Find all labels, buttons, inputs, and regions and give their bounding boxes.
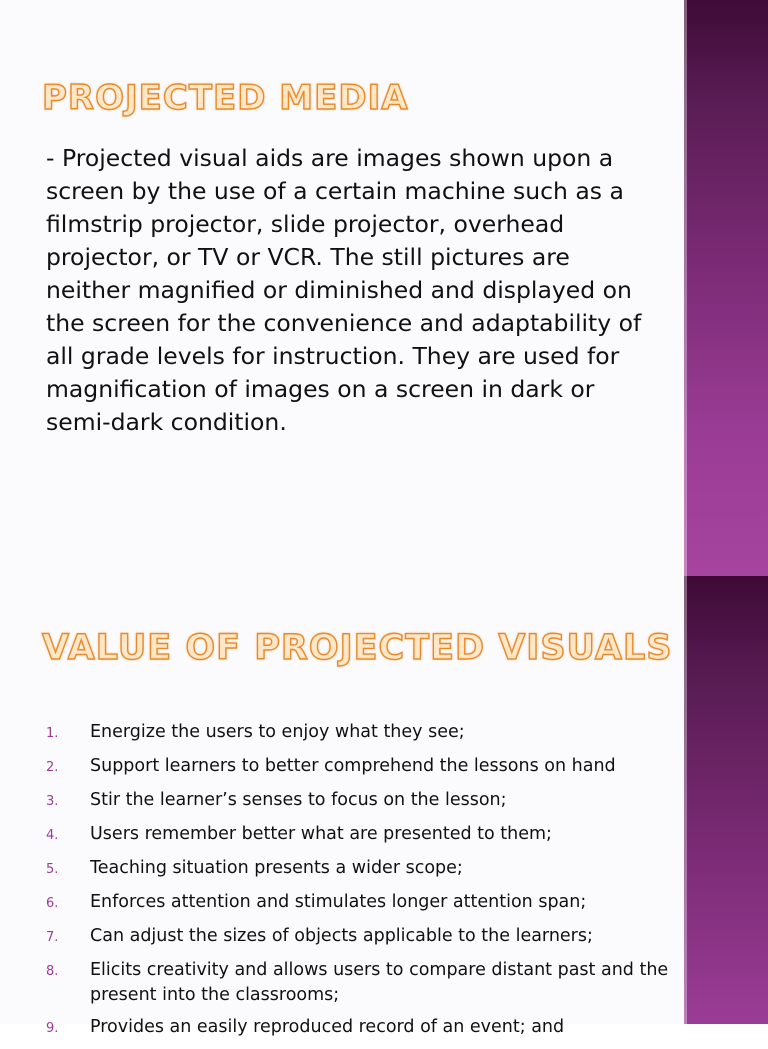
list-item-text: Provides an easily reproduced record of an event; and (90, 1016, 565, 1037)
list-item-number: 6. (46, 896, 59, 911)
list-item (0, 788, 740, 815)
list-item (0, 856, 740, 883)
slide-title: VALUE OF PROJECTED VISUALS (42, 628, 673, 668)
list-item (0, 754, 740, 781)
list-item-number: 5. (46, 862, 59, 877)
list-item-text: Energize the users to enjoy what they see; (90, 722, 465, 742)
value-list (0, 720, 740, 1049)
list-item-text: Users remember better what are presented to them; (90, 824, 552, 844)
list-item-number: 8. (46, 964, 59, 979)
slide-body-text: - Projected visual aids are images shown upon a screen by the use of a certain machine such as a filmstrip projector, slide projector, overhead projector, or TV or VCR. The still pictures are neither magnified or diminished and displayed on the screen for the convenience and adaptability of all grade levels for instruction. They are used for magnification of images on a screen in dark or semi-dark condition. (46, 144, 642, 436)
list-item-text: Enforces attention and stimulates longer attention span; (90, 892, 587, 912)
list-item-number: 9. (46, 1020, 59, 1036)
list-item (0, 890, 740, 917)
list-item (0, 720, 740, 747)
slide-side-bar (684, 0, 768, 576)
list-item-number: 4. (46, 828, 59, 843)
list-item-number: 7. (46, 930, 59, 945)
list-item-text: Support learners to better comprehend the lessons on hand (90, 756, 616, 776)
list-item (0, 958, 740, 1007)
slide-title: PROJECTED MEDIA (42, 78, 409, 118)
list-item-text: Elicits creativity and allows users to compare distant past and the present into the classrooms; (90, 960, 669, 1005)
list-item-text: Stir the learner’s senses to focus on the lesson; (90, 790, 507, 810)
list-item-number: 2. (46, 760, 59, 775)
slide-value-of-projected-visuals (0, 576, 768, 1037)
list-item-number: 1. (46, 726, 59, 741)
list-item (0, 822, 740, 849)
list-item-text: Teaching situation presents a wider scope; (90, 858, 463, 878)
list-item (0, 924, 740, 951)
list-item (0, 1015, 740, 1042)
list-item-number: 3. (46, 794, 59, 809)
list-item-text: Can adjust the sizes of objects applicable to the learners; (90, 926, 593, 946)
